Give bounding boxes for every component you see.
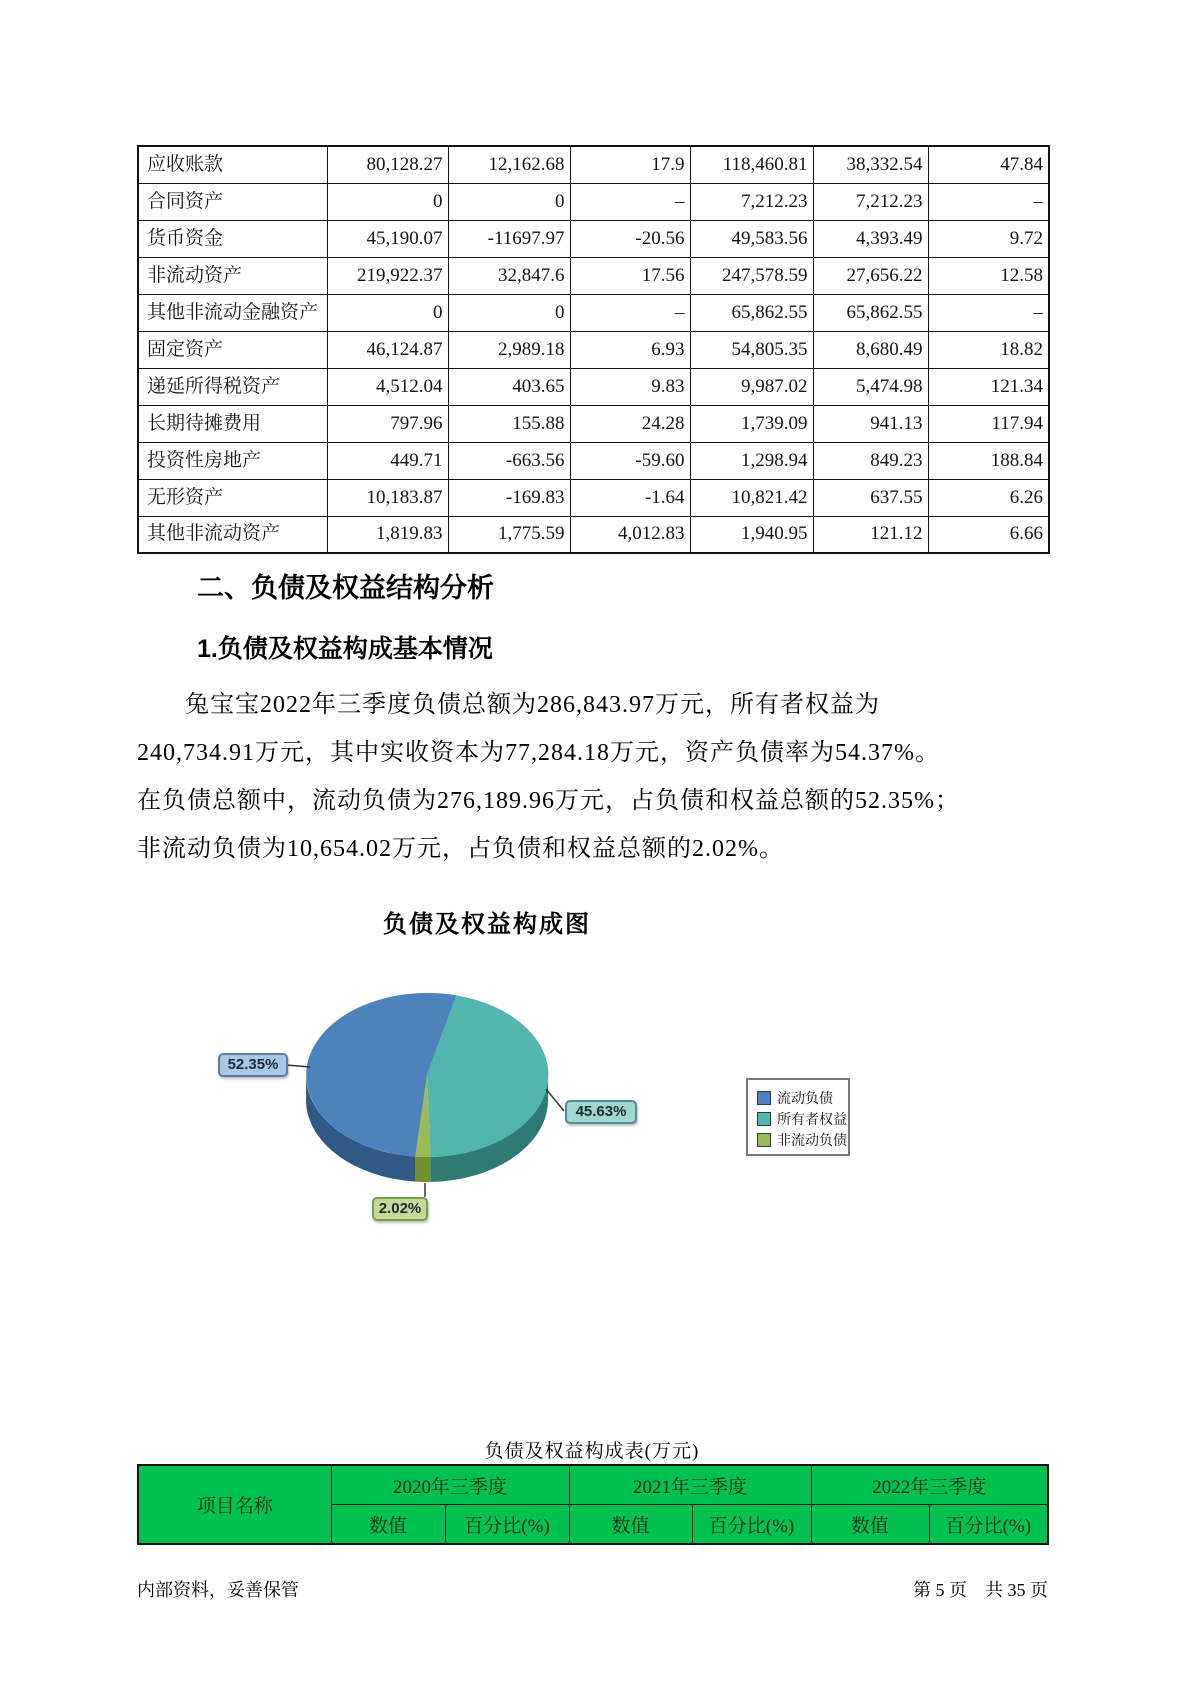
- row-value-cell: 0: [448, 183, 570, 220]
- row-label-cell: 合同资产: [138, 183, 327, 220]
- row-value-cell: –: [570, 183, 690, 220]
- row-value-cell: 449.71: [327, 442, 448, 479]
- row-value-cell: 849.23: [813, 442, 928, 479]
- bottom-table-caption: 负债及权益构成表(万元): [484, 1441, 700, 1462]
- row-value-cell: 797.96: [327, 405, 448, 442]
- header-cell-2021: 2021年三季度: [569, 1465, 811, 1505]
- row-value-cell: -663.56: [448, 442, 570, 479]
- legend-swatch: [757, 1133, 771, 1147]
- row-value-cell: 1,298.94: [690, 442, 813, 479]
- subheader-cell-percent: 百分比(%): [692, 1505, 811, 1545]
- header-cell-item-name: 项目名称: [138, 1465, 331, 1544]
- row-value-cell: –: [570, 294, 690, 331]
- row-value-cell: 247,578.59: [690, 257, 813, 294]
- legend-label: 所有者权益: [777, 1110, 847, 1127]
- table-row: [138, 516, 1049, 553]
- table-row: [138, 479, 1049, 516]
- row-value-cell: 7,212.23: [690, 183, 813, 220]
- row-value-cell: 80,128.27: [327, 146, 448, 183]
- table-row: [138, 331, 1049, 368]
- legend-label: 流动负债: [777, 1089, 833, 1106]
- paragraph-line: 非流动负债为10,654.02万元，占负债和权益总额的2.02%。: [137, 836, 784, 862]
- row-value-cell: 10,821.42: [690, 479, 813, 516]
- legend-swatch: [757, 1112, 771, 1126]
- section-heading-liability-structure: 二、负债及权益结构分析: [197, 573, 494, 603]
- row-value-cell: –: [928, 294, 1049, 331]
- row-label-cell: 应收账款: [138, 146, 327, 183]
- row-label-cell: 非流动资产: [138, 257, 327, 294]
- row-value-cell: 45,190.07: [327, 220, 448, 257]
- row-value-cell: 1,775.59: [448, 516, 570, 553]
- footer-confidential-note: 内部资料，妥善保管: [137, 1580, 299, 1600]
- chart-title: 负债及权益构成图: [383, 911, 591, 938]
- table-row: [138, 220, 1049, 257]
- table-header-row: [138, 1465, 1048, 1505]
- legend-swatch: [757, 1091, 771, 1105]
- row-value-cell: 12,162.68: [448, 146, 570, 183]
- legend-item: [757, 1108, 848, 1129]
- row-value-cell: 155.88: [448, 405, 570, 442]
- table-row: [138, 294, 1049, 331]
- row-value-cell: 9.72: [928, 220, 1049, 257]
- legend-item: [757, 1129, 848, 1150]
- asset-table-body: [138, 146, 1049, 553]
- pie-side-non-current-liabilities: [415, 1157, 430, 1182]
- row-label-cell: 固定资产: [138, 331, 327, 368]
- row-value-cell: 6.66: [928, 516, 1049, 553]
- row-value-cell: 0: [327, 294, 448, 331]
- row-value-cell: 32,847.6: [448, 257, 570, 294]
- row-value-cell: 17.9: [570, 146, 690, 183]
- legend-label: 非流动负债: [777, 1131, 847, 1148]
- row-value-cell: -20.56: [570, 220, 690, 257]
- row-value-cell: 1,940.95: [690, 516, 813, 553]
- row-value-cell: 9,987.02: [690, 368, 813, 405]
- row-value-cell: 121.12: [813, 516, 928, 553]
- row-label-cell: 无形资产: [138, 479, 327, 516]
- row-value-cell: 118,460.81: [690, 146, 813, 183]
- row-value-cell: 10,183.87: [327, 479, 448, 516]
- callout-leader-line: [546, 1089, 564, 1111]
- row-value-cell: 0: [327, 183, 448, 220]
- row-value-cell: 2,989.18: [448, 331, 570, 368]
- subheader-cell-percent: 百分比(%): [445, 1505, 569, 1545]
- row-value-cell: 24.28: [570, 405, 690, 442]
- row-value-cell: 219,922.37: [327, 257, 448, 294]
- row-label-cell: 其他非流动资产: [138, 516, 327, 553]
- table-row: [138, 368, 1049, 405]
- row-value-cell: 1,819.83: [327, 516, 448, 553]
- pie-label-owners-equity: 45.63%: [565, 1100, 637, 1124]
- subsection-heading-basic-composition: 1.负债及权益构成基本情况: [197, 635, 493, 663]
- row-value-cell: 9.83: [570, 368, 690, 405]
- row-value-cell: 121.34: [928, 368, 1049, 405]
- row-label-cell: 投资性房地产: [138, 442, 327, 479]
- row-value-cell: 8,680.49: [813, 331, 928, 368]
- header-cell-2020: 2020年三季度: [331, 1465, 569, 1505]
- row-value-cell: –: [928, 183, 1049, 220]
- row-value-cell: 5,474.98: [813, 368, 928, 405]
- footer-page-number: 第 5 页 共 35 页: [913, 1580, 1048, 1600]
- row-value-cell: 637.55: [813, 479, 928, 516]
- chart-legend: [746, 1078, 850, 1156]
- row-value-cell: 54,805.35: [690, 331, 813, 368]
- row-value-cell: 46,124.87: [327, 331, 448, 368]
- subheader-cell-value: 数值: [811, 1505, 929, 1545]
- callout-leader-line: [286, 1065, 310, 1067]
- row-value-cell: 17.56: [570, 257, 690, 294]
- row-label-cell: 货币资金: [138, 220, 327, 257]
- row-value-cell: 47.84: [928, 146, 1049, 183]
- asset-analysis-table: [137, 145, 1050, 554]
- table-row: [138, 442, 1049, 479]
- row-value-cell: 4,512.04: [327, 368, 448, 405]
- row-value-cell: -59.60: [570, 442, 690, 479]
- pie-chart-svg: [180, 900, 900, 1240]
- pie-label-non-current-liabilities: 2.02%: [372, 1197, 428, 1221]
- row-value-cell: 0: [448, 294, 570, 331]
- row-value-cell: -1.64: [570, 479, 690, 516]
- row-value-cell: 4,393.49: [813, 220, 928, 257]
- table-row: [138, 183, 1049, 220]
- row-value-cell: 1,739.09: [690, 405, 813, 442]
- paragraph-line: 240,734.91万元，其中实收资本为77,284.18万元，资产负债率为54.37%。: [137, 740, 940, 766]
- row-value-cell: -169.83: [448, 479, 570, 516]
- subheader-cell-value: 数值: [331, 1505, 445, 1545]
- row-value-cell: 49,583.56: [690, 220, 813, 257]
- row-value-cell: 12.58: [928, 257, 1049, 294]
- subheader-cell-percent: 百分比(%): [929, 1505, 1048, 1545]
- row-label-cell: 递延所得税资产: [138, 368, 327, 405]
- row-value-cell: 38,332.54: [813, 146, 928, 183]
- legend-item: [757, 1087, 848, 1108]
- paragraph-line: 兔宝宝2022年三季度负债总额为286,843.97万元，所有者权益为: [185, 692, 880, 718]
- row-value-cell: 6.26: [928, 479, 1049, 516]
- row-value-cell: -11697.97: [448, 220, 570, 257]
- paragraph-line: 在负债总额中，流动负债为276,189.96万元，占负债和权益总额的52.35%；: [137, 788, 960, 814]
- row-value-cell: 65,862.55: [690, 294, 813, 331]
- row-value-cell: 6.93: [570, 331, 690, 368]
- header-cell-2022: 2022年三季度: [811, 1465, 1048, 1505]
- liability-equity-table: [137, 1464, 1049, 1545]
- table-row: [138, 257, 1049, 294]
- row-value-cell: 941.13: [813, 405, 928, 442]
- table-row: [138, 146, 1049, 183]
- row-value-cell: 7,212.23: [813, 183, 928, 220]
- row-value-cell: 403.65: [448, 368, 570, 405]
- row-value-cell: 117.94: [928, 405, 1049, 442]
- row-value-cell: 18.82: [928, 331, 1049, 368]
- row-label-cell: 其他非流动金融资产: [138, 294, 327, 331]
- row-value-cell: 27,656.22: [813, 257, 928, 294]
- row-label-cell: 长期待摊费用: [138, 405, 327, 442]
- table-row: [138, 405, 1049, 442]
- row-value-cell: 65,862.55: [813, 294, 928, 331]
- pie-label-current-liabilities: 52.35%: [218, 1053, 288, 1077]
- row-value-cell: 188.84: [928, 442, 1049, 479]
- row-value-cell: 4,012.83: [570, 516, 690, 553]
- subheader-cell-value: 数值: [569, 1505, 692, 1545]
